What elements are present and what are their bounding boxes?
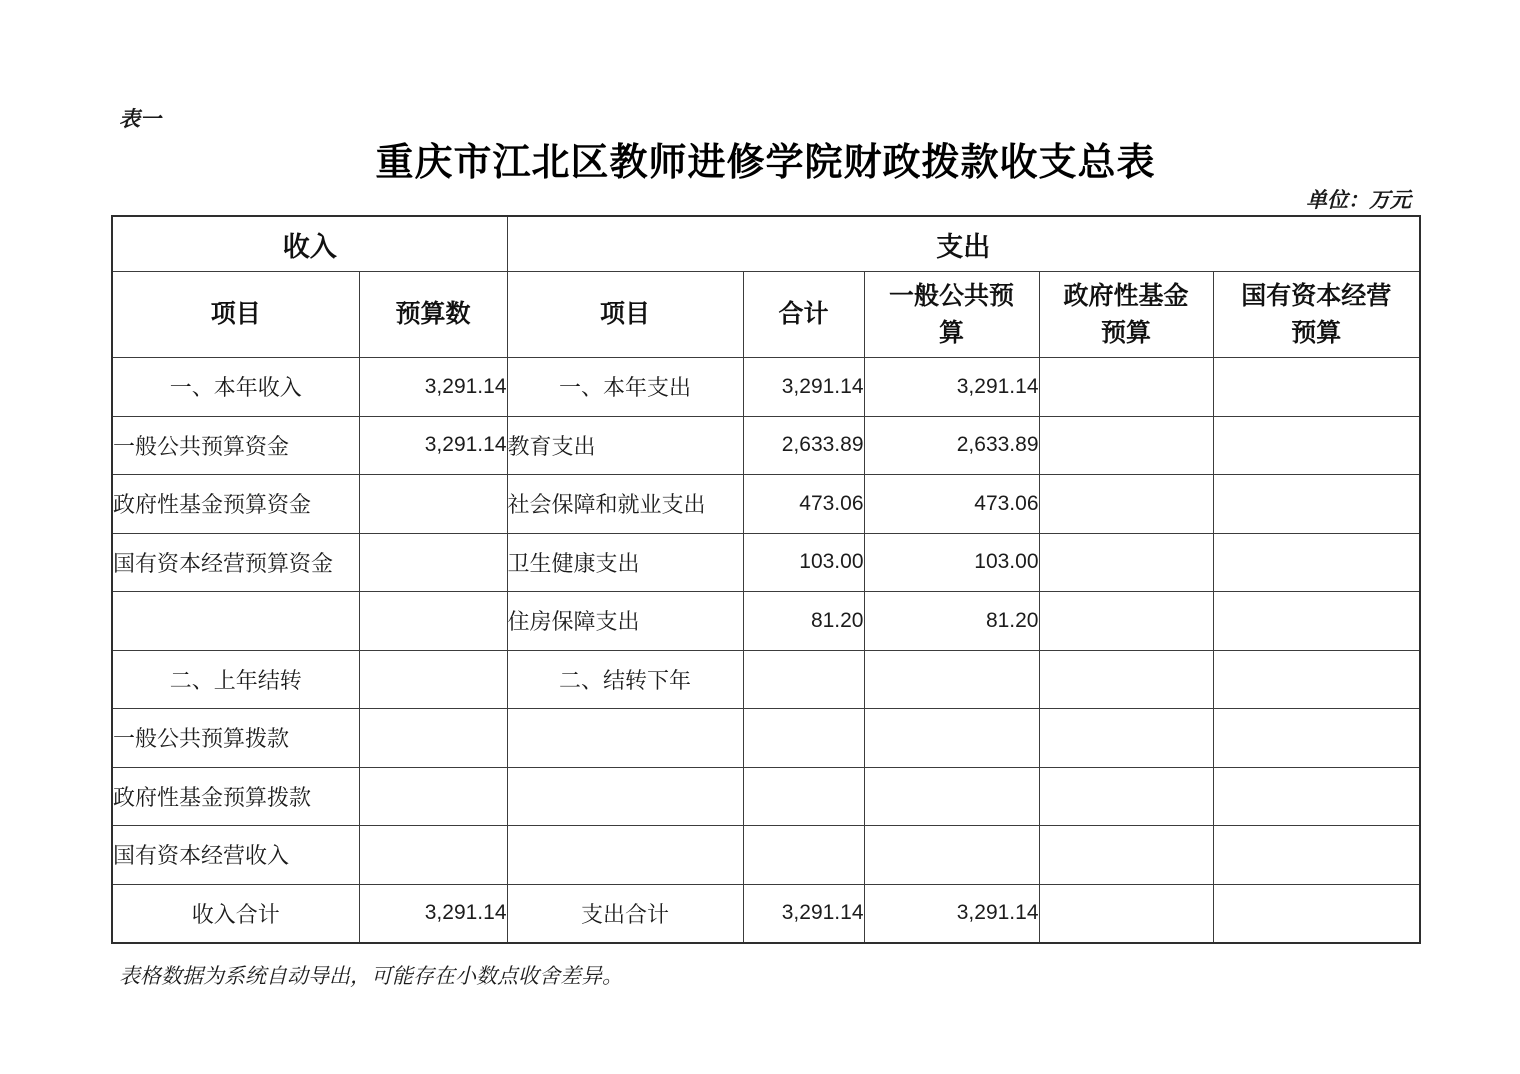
- sheet-label: 表一: [119, 107, 161, 131]
- cell-exp-statecap: [1213, 650, 1420, 709]
- cell-exp-statecap: [1213, 767, 1420, 826]
- cell-exp-item: 住房保障支出: [507, 592, 743, 651]
- cell-exp-general: [864, 767, 1039, 826]
- cell-exp-statecap: [1213, 826, 1420, 885]
- cell-exp-item: 一、本年支出: [507, 358, 743, 417]
- cell-exp-total: [743, 650, 864, 709]
- cell-exp-govfund: [1039, 358, 1213, 417]
- cell-exp-general: [864, 826, 1039, 885]
- cell-exp-total: 473.06: [743, 475, 864, 534]
- cell-exp-govfund: [1039, 709, 1213, 768]
- cell-exp-govfund: [1039, 650, 1213, 709]
- table-group-header-row: [112, 216, 1420, 272]
- cell-exp-statecap: [1213, 475, 1420, 534]
- cell-income-budget: [359, 475, 507, 534]
- cell-income-item: 政府性基金预算拨款: [112, 767, 359, 826]
- cell-exp-total: 3,291.14: [743, 884, 864, 943]
- table-row: [112, 650, 1420, 709]
- expenditure-group-header: 支出: [507, 216, 1420, 272]
- cell-exp-general: 473.06: [864, 475, 1039, 534]
- cell-exp-govfund: [1039, 533, 1213, 592]
- cell-exp-govfund: [1039, 475, 1213, 534]
- cell-exp-total: [743, 767, 864, 826]
- cell-exp-general: 2,633.89: [864, 416, 1039, 475]
- col-header-income-budget: 预算数: [359, 272, 507, 358]
- cell-income-budget: 3,291.14: [359, 416, 507, 475]
- table-row: [112, 358, 1420, 417]
- cell-income-item: 国有资本经营预算资金: [112, 533, 359, 592]
- cell-exp-statecap: [1213, 592, 1420, 651]
- table-row: [112, 533, 1420, 592]
- cell-exp-item: 教育支出: [507, 416, 743, 475]
- cell-exp-general: 81.20: [864, 592, 1039, 651]
- cell-income-item: [112, 592, 359, 651]
- cell-exp-general: [864, 650, 1039, 709]
- unit-note: 单位：万元: [1306, 188, 1411, 212]
- table-row: [112, 475, 1420, 534]
- cell-exp-general: [864, 709, 1039, 768]
- cell-income-item: 一般公共预算资金: [112, 416, 359, 475]
- cell-exp-general: 3,291.14: [864, 884, 1039, 943]
- cell-income-budget: [359, 826, 507, 885]
- cell-exp-govfund: [1039, 884, 1213, 943]
- cell-income-budget: [359, 767, 507, 826]
- cell-income-item: 国有资本经营收入: [112, 826, 359, 885]
- cell-income-item: 收入合计: [112, 884, 359, 943]
- cell-exp-item: [507, 826, 743, 885]
- cell-exp-total: 103.00: [743, 533, 864, 592]
- cell-income-budget: [359, 533, 507, 592]
- cell-exp-item: 社会保障和就业支出: [507, 475, 743, 534]
- cell-exp-statecap: [1213, 533, 1420, 592]
- cell-exp-statecap: [1213, 416, 1420, 475]
- cell-exp-total: [743, 709, 864, 768]
- cell-exp-item: 支出合计: [507, 884, 743, 943]
- col-header-exp-total: 合计: [743, 272, 864, 358]
- cell-exp-govfund: [1039, 592, 1213, 651]
- cell-exp-general: 103.00: [864, 533, 1039, 592]
- table-row: [112, 416, 1420, 475]
- col-header-exp-item: 项目: [507, 272, 743, 358]
- table-row: [112, 884, 1420, 943]
- table-row: [112, 826, 1420, 885]
- cell-income-item: 二、上年结转: [112, 650, 359, 709]
- cell-exp-general: 3,291.14: [864, 358, 1039, 417]
- cell-exp-govfund: [1039, 767, 1213, 826]
- cell-income-budget: [359, 592, 507, 651]
- cell-exp-total: [743, 826, 864, 885]
- table-row: [112, 592, 1420, 651]
- cell-exp-statecap: [1213, 709, 1420, 768]
- cell-income-item: 政府性基金预算资金: [112, 475, 359, 534]
- col-header-exp-general: 一般公共预算: [864, 272, 1039, 358]
- cell-exp-total: 81.20: [743, 592, 864, 651]
- income-group-header: 收入: [112, 216, 507, 272]
- cell-exp-item: [507, 767, 743, 826]
- cell-income-budget: [359, 650, 507, 709]
- cell-exp-govfund: [1039, 826, 1213, 885]
- cell-exp-govfund: [1039, 416, 1213, 475]
- cell-exp-total: 2,633.89: [743, 416, 864, 475]
- page-title: 重庆市江北区教师进修学院财政拨款收支总表: [375, 142, 1156, 184]
- table-row: [112, 709, 1420, 768]
- budget-summary-table: [111, 215, 1421, 944]
- cell-income-budget: [359, 709, 507, 768]
- col-header-exp-govfund: 政府性基金 预算: [1039, 272, 1213, 358]
- cell-income-budget: 3,291.14: [359, 884, 507, 943]
- table-row: [112, 767, 1420, 826]
- cell-exp-total: 3,291.14: [743, 358, 864, 417]
- cell-income-item: 一、本年收入: [112, 358, 359, 417]
- col-header-income-item: 项目: [112, 272, 359, 358]
- footnote: 表格数据为系统自动导出，可能存在小数点收舍差异。: [119, 964, 623, 988]
- cell-exp-statecap: [1213, 358, 1420, 417]
- cell-exp-item: 卫生健康支出: [507, 533, 743, 592]
- cell-exp-item: [507, 709, 743, 768]
- cell-exp-statecap: [1213, 884, 1420, 943]
- cell-exp-item: 二、结转下年: [507, 650, 743, 709]
- col-header-exp-statecap: 国有资本经营 预算: [1213, 272, 1420, 358]
- cell-income-budget: 3,291.14: [359, 358, 507, 417]
- cell-income-item: 一般公共预算拨款: [112, 709, 359, 768]
- table-column-header-row: [112, 272, 1420, 358]
